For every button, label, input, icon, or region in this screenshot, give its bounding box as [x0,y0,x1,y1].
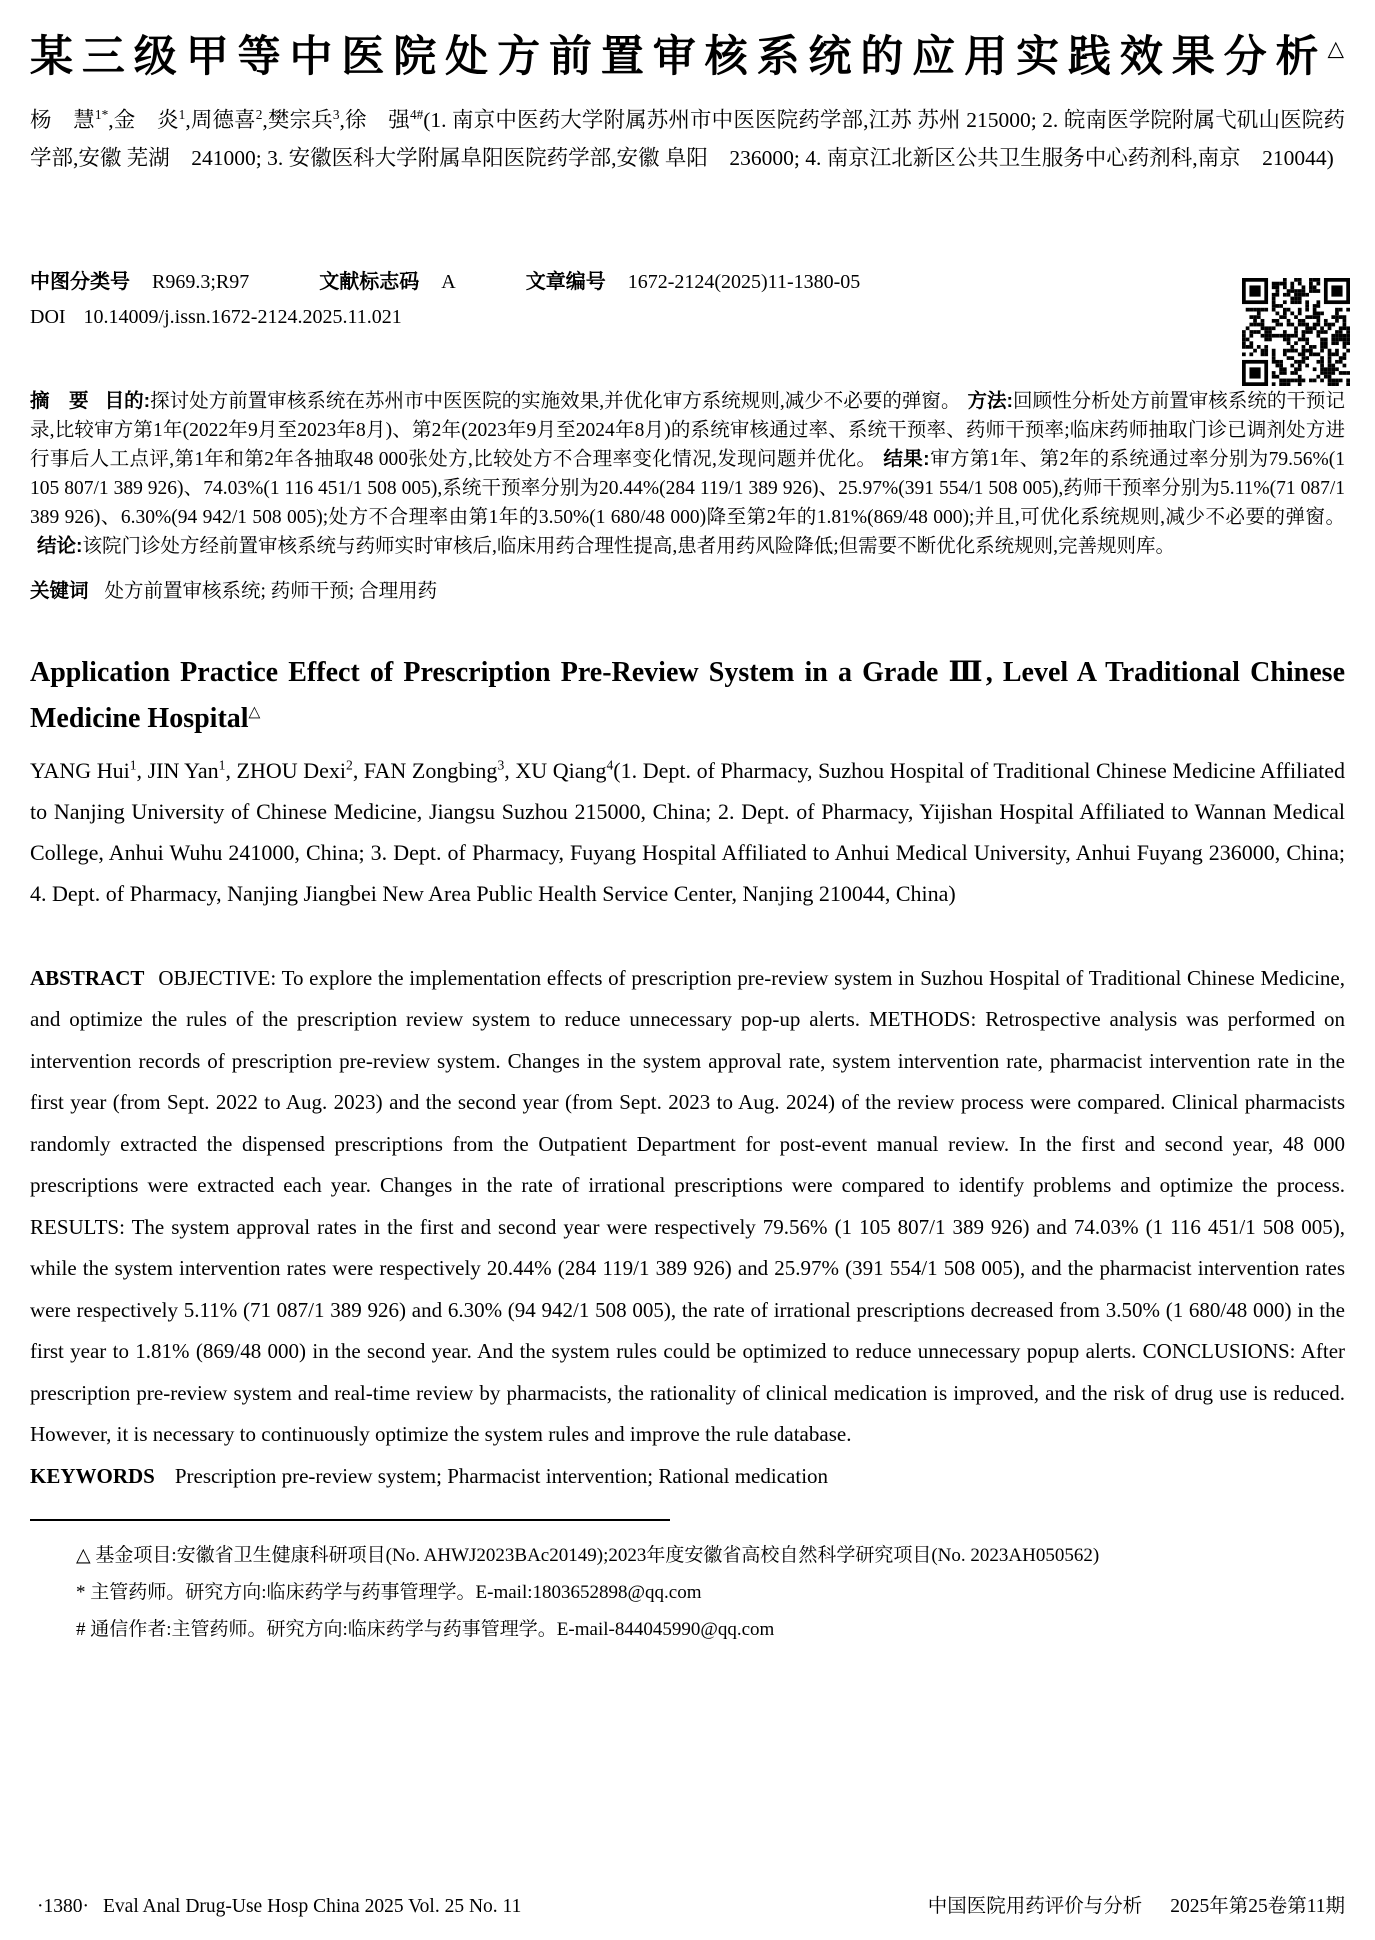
author-cn-5: ,徐 强 [339,107,410,132]
affiliations-cn: (1. 南京中医药大学附属苏州市中医医院药学部,江苏 苏州 215000; 2. 皖南医学院附属弋矶山医院药学部,安徽 芜湖 241000; 3. 安徽医科大学附属阜阳医院药学部,安徽 阜阳 236000; 4. 南京江北新区公共卫生服务中心药剂科,南京 210044) [30,107,1345,170]
abstract-cn [30,387,1345,561]
affiliations-en: (1. Dept. of Pharmacy, Suzhou Hospital of Traditional Chinese Medicine Affiliated to Nanjing University of Chinese Medicine, Jiangsu Suzhou 215000, China; 2. Dept. of Pharmacy, Yijishan Hospital Affiliated to Wannan Medical College, Anhui Wuhu 241000, China; 3. Dept. of Pharmacy, Fuyang Hospital Affiliated to Anhui Medical University, Anhui Fuyang 236000, China; 4. Dept. of Pharmacy, Nanjing Jiangbei New Area Public Health Service Center, Nanjing 210044, China) [30,757,1345,906]
author-en-3: , ZHOU Dexi [225,757,346,783]
journal-name-cn: 中国医院用药评价与分析 [927,1896,1143,1917]
journal-name-en: Eval Anal Drug-Use Hosp China 2025 Vol. 25 No. 11 [103,1896,522,1917]
article-title-cn-text: 某三级甲等中医院处方前置审核系统的应用实践效果分析 [30,34,1328,81]
doc-code-value: A [441,270,456,293]
meta-row [30,265,1345,294]
issue-info-cn: 2025年第25卷第11期 [1170,1896,1345,1917]
page-number: ·1380· [37,1896,89,1917]
keywords-cn-text: 处方前置审核系统; 药师干预; 合理用药 [104,580,438,602]
objective-en-text: To explore the implementation effects of prescription pre-review system in Suzhou Hospital of Traditional Chinese Medicine, and optimize the rules of the prescription review system to reduce unnecessary pop-up alerts. [30,965,1346,1032]
article-title-sup: △ [1327,36,1345,61]
results-en-text: The system approval rates in the first and second year were respectively 79.56% (1 105 807/1 389 926) and 74.03% (1 116 451/1 508 005), while the system intervention rates were respectively 20.44% (284 119/1 389 926) and 25.97% (391 554/1 508 005), and the pharmacist intervention rates were respectively 5.11% (71 087/1 389 926) and 6.30% (94 942/1 508 005), the rate of irrational prescriptions decreased from 3.50% (1 680/48 000) in the first year to 1.81% (869/48 000) in the second year. And the system rules could be optimized to reduce unnecessary popup alerts. [30,1214,1346,1364]
footer-left [37,1896,521,1918]
footnote-corresponding: # 通信作者:主管药师。研究方向:临床药学与药事管理学。E-mail-844045990@qq.com [76,1619,775,1641]
author-cn-5-sup: 4# [409,106,424,122]
keywords-cn [30,577,1345,606]
doc-code-label: 文献标志码 [319,270,420,293]
clc-group [30,265,249,294]
page-footer [37,1890,1345,1918]
article-no-group [526,265,861,294]
doi-row [30,306,1345,329]
authors-line-cn [30,101,1345,177]
footer-right [900,1890,1345,1918]
doi-value: 10.14009/j.issn.1672-2124.2025.11.021 [83,305,402,328]
clc-label: 中图分类号 [30,270,130,293]
abstract-en [30,958,1345,1456]
article-title-cn [30,30,1345,87]
author-en-1: YANG Hui [30,757,130,783]
author-en-1-sup: 1 [129,757,137,773]
article-title-en-text: Application Practice Effect of Prescription Pre-Review System in a Grade Ⅲ, Level A Traditional Chinese Medicine Hospital [30,656,1345,734]
author-cn-3: ,周德喜 [185,107,256,132]
clc-value: R969.3;R97 [152,270,250,293]
results-en-label: RESULTS: [30,1214,125,1239]
methods-en-text: Retrospective analysis was performed on intervention records of prescription pre-review system. Changes in the system approval rate, system intervention rate, pharmacist intervention rate in the first year (from Sept. 2022 to Aug. 2023) and the second year (from Sept. 2023 to Aug. 2024) of the review process were compared. Clinical pharmacists randomly extracted the dispensed prescriptions from the Outpatient Department for post-event manual review. In the first and second year, 48 000 prescriptions were extracted each year. Changes in the rate of irrational prescriptions were compared to identify problems and optimize the process. [30,1007,1346,1198]
author-cn-4-sup: 3 [332,106,340,122]
authors-line-en [30,750,1345,914]
author-cn-2: ,金 炎 [108,107,179,132]
author-en-4-sup: 3 [497,757,505,773]
keywords-en [30,1456,1345,1498]
doc-code-group [319,265,455,294]
article-no-label: 文章编号 [525,270,606,293]
objective-en-label: OBJECTIVE: [158,965,277,990]
keywords-en-label: KEYWORDS [30,1463,155,1488]
article-no-value: 1672-2124(2025)11-1380-05 [627,270,861,293]
results-cn-label: 结果: [883,447,930,470]
methods-en-label: METHODS: [868,1007,977,1032]
footnote-divider [30,1519,670,1521]
results-cn-text: 审方第1年、第2年的系统通过率分别为79.56%(1 105 807/1 389 926)、74.03%(1 116 451/1 508 005),系统干预率分别为20.44%(284 119/1 389 926)、25.97%(391 554/1 508 005),药师干预率分别为5.11%(71 087/1 389 926)、6.30%(94 942/1 508 005);处方不合理率由第1年的3.50%(1 680/48 000)降至第2年的1.81%(869/48 000);并且,可优化系统规则,减少不必要的弹窗。 [30,448,1345,528]
author-cn-4: ,樊宗兵 [262,107,333,132]
author-en-2: , JIN Yan [136,757,219,783]
footnote-first-author: * 主管药师。研究方向:临床药学与药事管理学。E-mail:1803652898@qq.com [76,1582,702,1604]
conclusion-cn-label: 结论: [37,534,83,557]
methods-cn-label: 方法: [967,389,1014,412]
author-cn-1-sup: 1* [94,106,109,122]
qr-code [1242,278,1350,386]
author-cn-3-sup: 2 [255,106,263,122]
author-en-2-sup: 1 [218,757,226,773]
abstract-en-label: ABSTRACT [30,965,145,990]
article-title-en-sup: △ [248,703,261,721]
conclusions-en-text: After prescription pre-review system and real-time review by pharmacists, the rationality of clinical medication is improved, and the risk of drug use is reduced. However, it is necessary to continuously optimize the system rules and improve the rule database. [30,1339,1346,1447]
conclusion-cn-text: 该院门诊处方经前置审核系统与药师实时审核后,临床用药合理性提高,患者用药风险降低;但需要不断优化系统规则,完善规则库。 [82,535,1176,557]
author-cn-2-sup: 1 [178,106,186,122]
author-en-5: , XU Qiang [504,757,607,783]
author-en-4: , FAN Zongbing [352,757,498,783]
footnotes [30,1537,1345,1648]
footnote-fund: △ 基金项目:安徽省卫生健康科研项目(No. AHWJ2023BAc20149);2023年度安徽省高校自然科学研究项目(No. 2023AH050562) [76,1545,1100,1567]
article-title-en [30,650,1345,742]
conclusions-en-label: CONCLUSIONS: [1142,1339,1296,1364]
keywords-en-text: Prescription pre-review system; Pharmacist intervention; Rational medication [174,1463,829,1488]
author-en-3-sup: 2 [346,757,353,773]
doi-label: DOI [30,305,66,328]
objective-cn-text: 探讨处方前置审核系统在苏州市中医医院的实施效果,并优化审方系统规则,减少不必要的弹窗。 [150,390,961,412]
objective-cn-label: 目的: [104,389,151,412]
abstract-cn-label: 摘 要 [30,389,89,412]
author-cn-1: 杨 慧 [30,107,95,132]
keywords-cn-label: 关键词 [30,579,89,602]
methods-cn-text: 回顾性分析处方前置审核系统的干预记录,比较审方第1年(2022年9月至2023年8月)、第2年(2023年9月至2024年8月)的系统审核通过率、系统干预率、药师干预率;临床药师抽取门诊已调剂处方进行事后人工点评,第1年和第2年各抽取48 000张处方,比较处方不合理率变化情况,发现问题并优化。 [30,390,1345,470]
author-en-5-sup: 4 [606,757,614,773]
